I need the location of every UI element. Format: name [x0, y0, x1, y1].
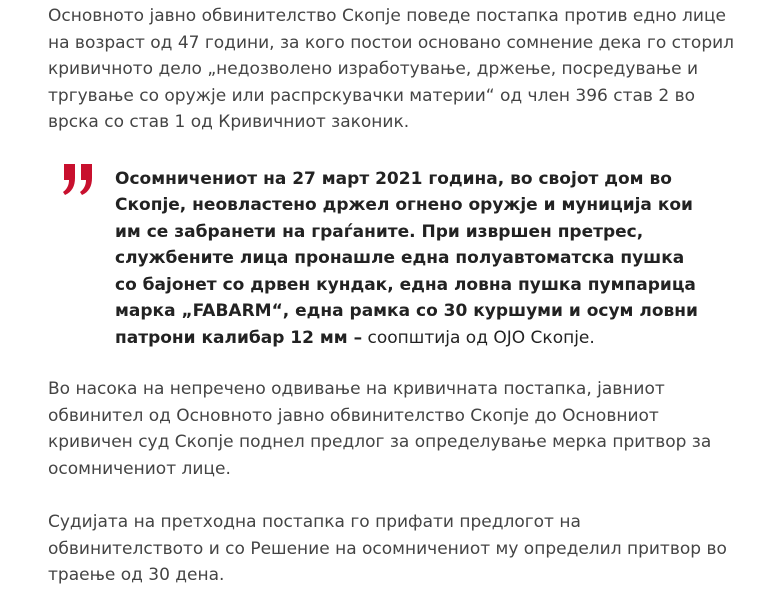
article-body	[48, 0, 738, 589]
article-paragraph-3: Судијата на претходна постапка го прифати предлогот на обвинителството и со Решение на осомничениот му определил притвор во траење од 30 дена.	[48, 512, 727, 585]
quote-mark-icon	[60, 162, 100, 202]
blockquote	[48, 166, 705, 352]
quote-bold-text: Осомничениот на 27 март 2021 година, во својот дом во Скопје, неовластено држел огнено оружје и муниција кои им се забранети на граѓаните. При извршен претрес, службените лица пронашле една полуавтоматска пушка со бајонет со дрвен кундак, една ловна пушка пумпарица марка „FABARM“, една рамка со 30 куршуми и осум ловни патрони калибар 12 мм –	[115, 168, 698, 348]
quote-text	[115, 166, 705, 352]
article-paragraph-2: Во насока на непречено одвивање на кривичната постапка, јавниот обвинител од Основното јавно обвинителство Скопје до Основниот кривичен суд Скопје поднел предлог за определување мерка притвор за осомничениот лице.	[48, 379, 712, 479]
article-paragraph-1: Основното јавно обвинителство Скопје поведе постапка против едно лице на возраст од 47 години, за кого постои основано сомнение дека го сторил кривичното дело „недозволено изработување, држење, посредување и тргување со оружје или распрскувачки материи“ од член 396 став 2 во врска со став 1 од Кривичниот законик.	[48, 6, 735, 132]
quote-source: соопштија од ОЈО Скопје.	[362, 327, 595, 348]
